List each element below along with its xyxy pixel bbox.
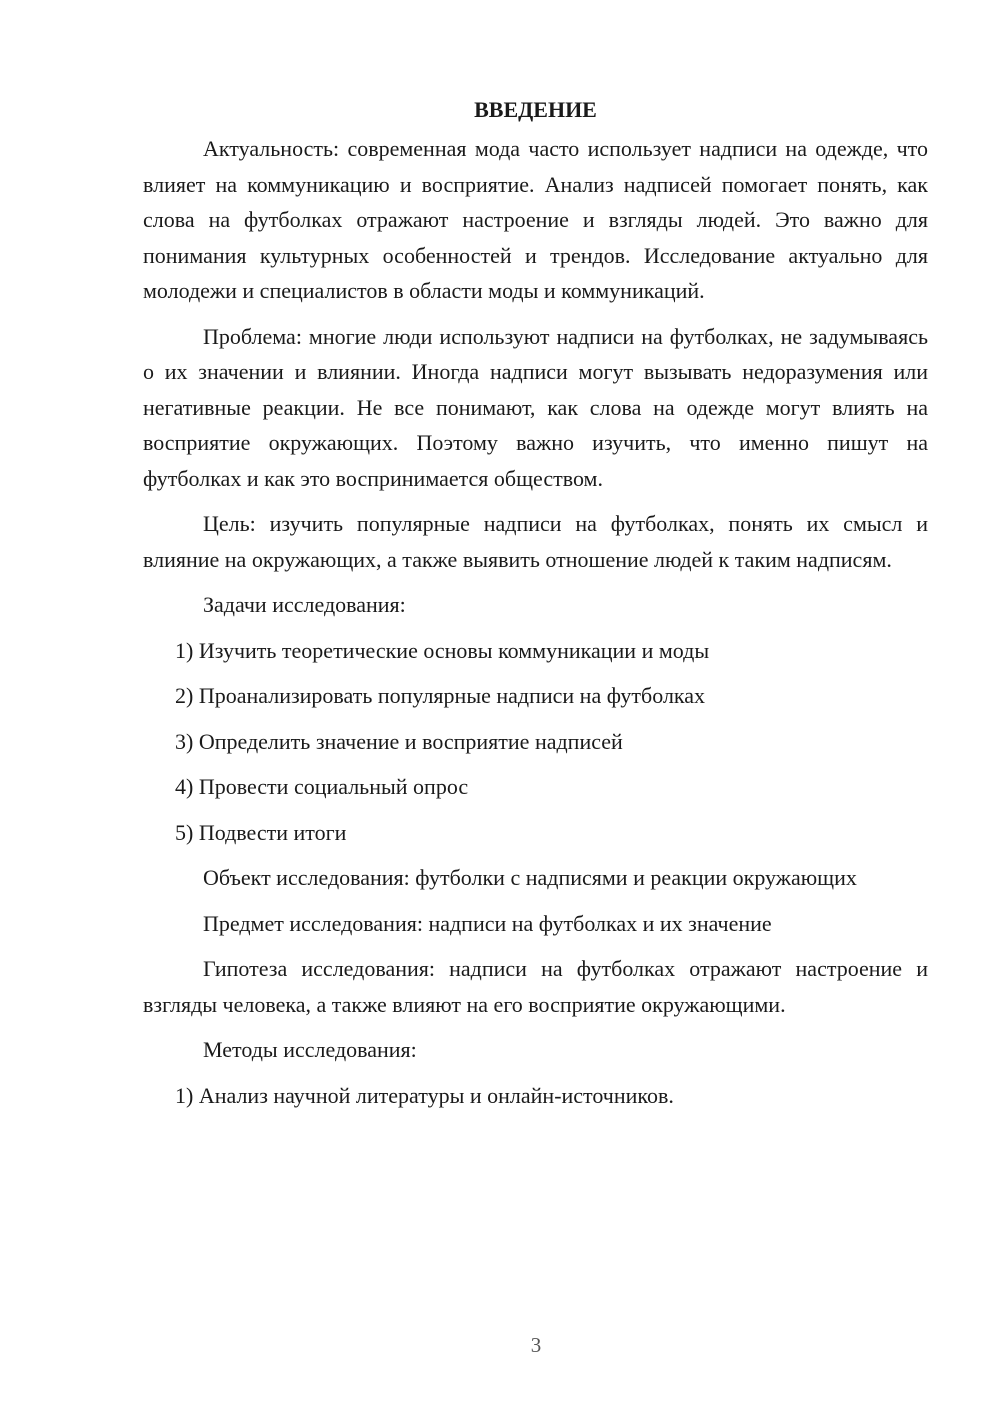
task-item: 1) Изучить теоретические основы коммуникации и моды (175, 637, 710, 663)
hypothesis-paragraph: Гипотеза исследования: надписи на футболках отражают настроение и взгляды человека, а также влияют на его восприятие окружающими. (143, 956, 928, 1017)
page-number: 3 (530, 1333, 542, 1357)
relevance-paragraph: Актуальность: современная мода часто использует надписи на одежде, что влияет на коммуникацию и восприятие. Анализ надписей помогает понять, как слова на футболках отражают настроение и взгляды людей. Это важно для понимания культурных особенностей и трендов. Исследование актуально для молодежи и специалистов в области моды и коммуникаций. (143, 136, 928, 303)
goal-paragraph: Цель: изучить популярные надписи на футболках, понять их смысл и влияние на окружающих, а также выявить отношение людей к таким надписям. (143, 511, 928, 572)
task-item: 5) Подвести итоги (175, 819, 347, 845)
tasks-heading: Задачи исследования: (203, 592, 406, 617)
subject-paragraph: Предмет исследования: надписи на футболках и их значение (203, 910, 772, 936)
object-paragraph: Объект исследования: футболки с надписями и реакции окружающих (203, 865, 857, 890)
task-item: 3) Определить значение и восприятие надписей (175, 728, 623, 754)
methods-heading: Методы исследования: (203, 1037, 417, 1062)
page-title: ВВЕДЕНИЕ (474, 97, 597, 122)
task-item: 2) Проанализировать популярные надписи на футболках (175, 683, 706, 708)
task-item: 4) Провести социальный опрос (175, 774, 469, 799)
page-content (143, 92, 928, 1123)
method-item: 1) Анализ научной литературы и онлайн-источников. (175, 1082, 674, 1108)
problem-paragraph: Проблема: многие люди используют надписи на футболках, не задумываясь о их значении и влиянии. Иногда надписи могут вызывать недоразумения или негативные реакции. Не все понимают, как слова на одежде могут влиять на восприятие окружающих. Поэтому важно изучить, что именно пишут на футболках и как это воспринимается обществом. (143, 323, 928, 491)
